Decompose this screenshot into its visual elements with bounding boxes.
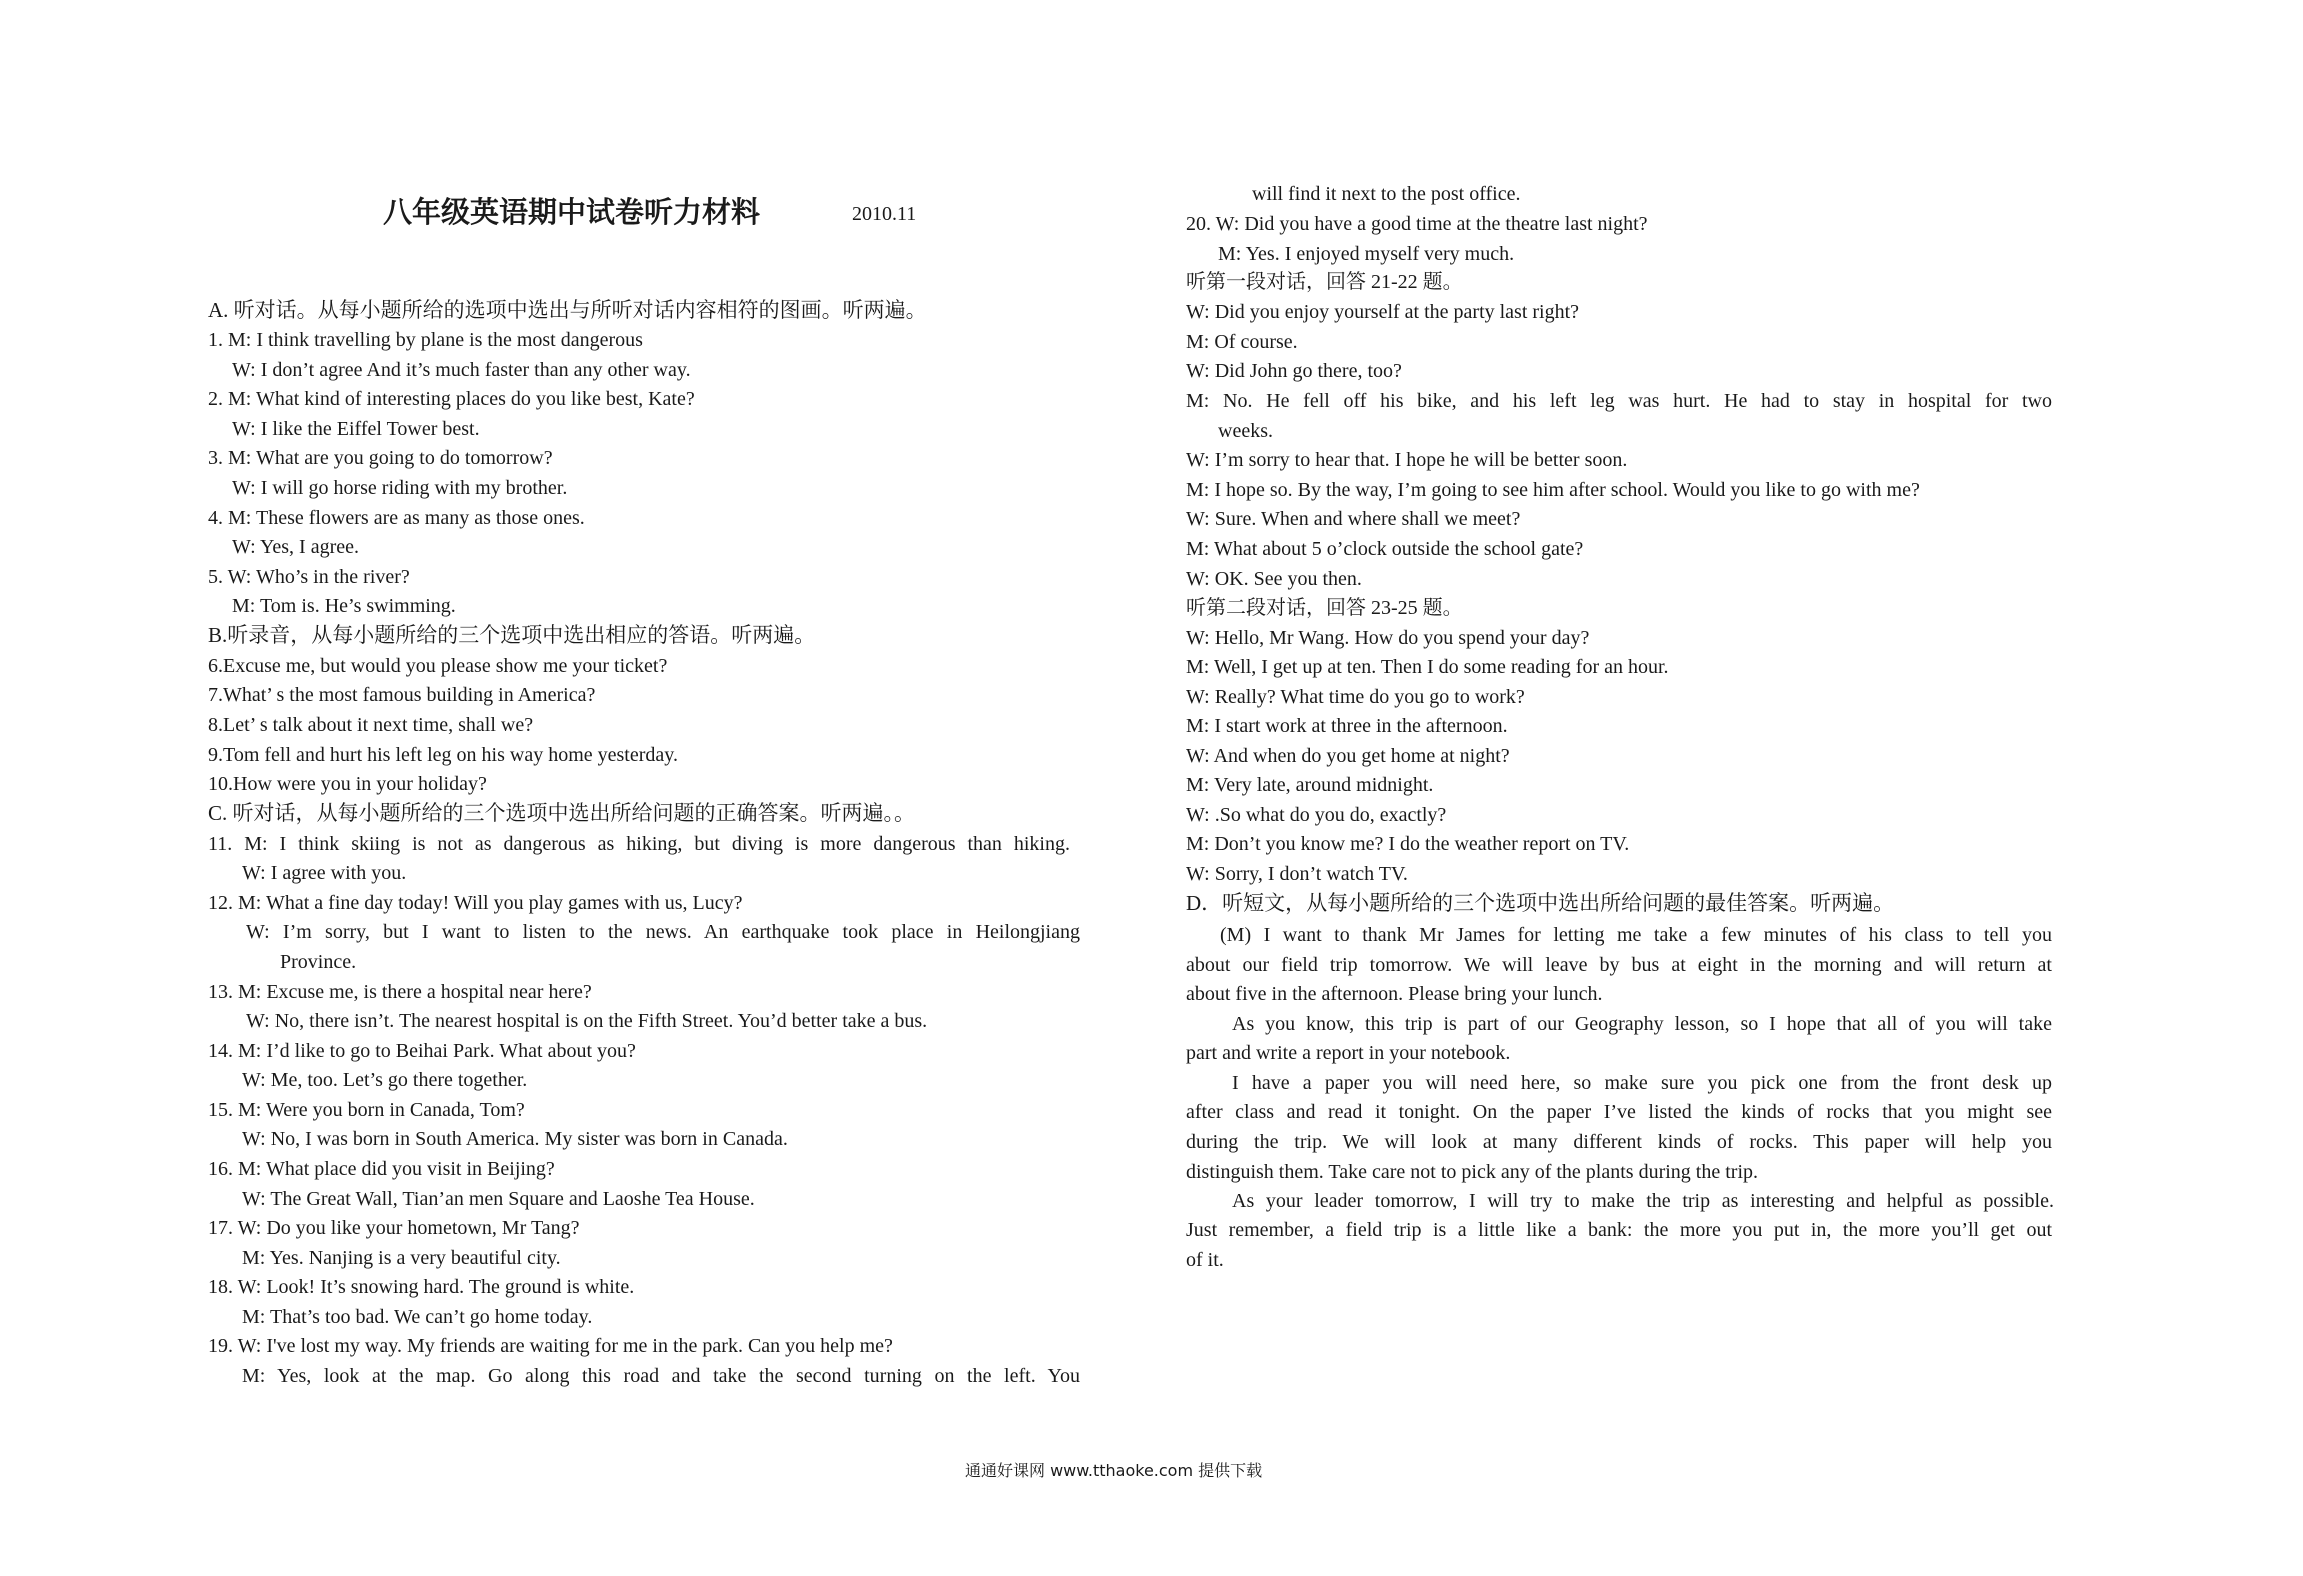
text-line: M: Well, I get up at ten. Then I do some reading for an hour. [1186,656,1669,678]
text-line: of it. [1186,1249,1224,1271]
text-line: W: Hello, Mr Wang. How do you spend your day? [1186,627,1590,649]
text-line: M: Very late, around midnight. [1186,774,1434,796]
text-line: M: I start work at three in the afternoon. [1186,715,1508,737]
text-line: 7.What’ s the most famous building in America? [208,684,596,706]
text-line: 6.Excuse me, but would you please show me your ticket? [208,655,668,677]
text-line: W: I’m sorry, but I want to listen to the news. An earthquake took place in Heilongjiang [246,921,1080,943]
text-line: 8.Let’ s talk about it next time, shall we? [208,714,534,736]
text-line: W: I agree with you. [242,862,407,884]
text-line: W: Really? What time do you go to work? [1186,686,1525,708]
text-line: 11. M: I think skiing is not as dangerous as hiking, but diving is more dangerous than hiking. [208,833,1070,855]
text-line: (M) I want to thank Mr James for letting me take a few minutes of his class to tell you [1220,924,2052,946]
text-line: 5. W: Who’s in the river? [208,566,410,588]
text-line: W: .So what do you do, exactly? [1186,804,1447,826]
text-line: 19. W: I've lost my way. My friends are waiting for me in the park. Can you help me? [208,1335,893,1357]
text-line: 1. M: I think travelling by plane is the most dangerous [208,329,643,351]
text-line: about five in the afternoon. Please bring your lunch. [1186,983,1603,1005]
text-line: 17. W: Do you like your hometown, Mr Tang? [208,1217,580,1239]
text-line: M: Don’t you know me? I do the weather report on TV. [1186,833,1630,855]
text-line: 20. W: Did you have a good time at the theatre last night? [1186,213,1648,235]
text-line: 16. M: What place did you visit in Beijing? [208,1158,555,1180]
text-line: M: Yes. Nanjing is a very beautiful city. [242,1247,561,1269]
text-line: W: I will go horse riding with my brother. [232,477,568,499]
text-line: M: What about 5 o’clock outside the school gate? [1186,538,1584,560]
text-line: W: Did John go there, too? [1186,360,1402,382]
text-line: C. 听对话，从每小题所给的三个选项中选出所给问题的正确答案。听两遍。。 [208,801,916,825]
text-line: W: I’m sorry to hear that. I hope he will be better soon. [1186,449,1628,471]
text-line: W: The Great Wall, Tian’an men Square and Laoshe Tea House. [242,1188,755,1210]
text-line: M: Tom is. He’s swimming. [232,595,456,617]
text-line: part and write a report in your notebook. [1186,1042,1511,1064]
text-line: I have a paper you will need here, so make sure you pick one from the front desk up [1232,1072,2052,1094]
text-line: W: Yes, I agree. [232,536,360,558]
text-line: about our field trip tomorrow. We will leave by bus at eight in the morning and will return at [1186,954,2052,976]
text-line: W: And when do you get home at night? [1186,745,1510,767]
text-line: B.听录音，从每小题所给的三个选项中选出相应的答语。听两遍。 [208,623,816,647]
text-line: Just remember, a field trip is a little like a bank: the more you put in, the more you’ll get out [1186,1219,2052,1241]
text-line: M: No. He fell off his bike, and his left leg was hurt. He had to stay in hospital for two [1186,390,2052,412]
text-line: W: Did you enjoy yourself at the party last right? [1186,301,1580,323]
text-line: 12. M: What a fine day today! Will you play games with us, Lucy? [208,892,743,914]
text-line: 14. M: I’d like to go to Beihai Park. What about you? [208,1040,636,1062]
text-line: 3. M: What are you going to do tomorrow? [208,447,553,469]
text-line: M: I hope so. By the way, I’m going to see him after school. Would you like to go with me? [1186,479,1920,501]
text-line: during the trip. We will look at many different kinds of rocks. This paper will help you [1186,1131,2052,1153]
page-title: 八年级英语期中试卷听力材料 [383,195,761,229]
text-line: weeks. [1218,420,1273,442]
text-line: M: Yes. I enjoyed myself very much. [1218,243,1515,265]
text-line: 15. M: Were you born in Canada, Tom? [208,1099,525,1121]
text-line: 13. M: Excuse me, is there a hospital near here? [208,981,592,1003]
text-line: W: Sorry, I don’t watch TV. [1186,863,1408,885]
text-line: 听第二段对话，回答 23-25 题。 [1186,597,1463,619]
text-line: 9.Tom fell and hurt his left leg on his way home yesterday. [208,744,678,766]
text-line: W: I don’t agree And it’s much faster than any other way. [232,359,691,381]
text-line: As you know, this trip is part of our Geography lesson, so I hope that all of you will take [1232,1013,2052,1035]
text-line: W: Sure. When and where shall we meet? [1186,508,1521,530]
text-line: W: OK. See you then. [1186,568,1362,590]
text-line: M: That’s too bad. We can’t go home today. [242,1306,593,1328]
text-line: 2. M: What kind of interesting places do you like best, Kate? [208,388,695,410]
text-line: W: Me, too. Let’s go there together. [242,1069,528,1091]
text-line: will find it next to the post office. [1252,183,1521,205]
text-line: D．听短文，从每小题所给的三个选项中选出所给问题的最佳答案。听两遍。 [1186,891,1895,915]
text-line: M: Of course. [1186,331,1298,353]
text-line: 听第一段对话，回答 21-22 题。 [1186,271,1463,293]
text-line: Province. [280,951,357,973]
text-line: A. 听对话。从每小题所给的选项中选出与所听对话内容相符的图画。听两遍。 [208,298,927,322]
text-line: W: I like the Eiffel Tower best. [232,418,480,440]
text-line: As your leader tomorrow, I will try to make the trip as interesting and helpful as possible. [1232,1190,2054,1212]
text-line: W: No, I was born in South America. My sister was born in Canada. [242,1128,788,1150]
text-line: distinguish them. Take care not to pick any of the plants during the trip. [1186,1161,1759,1183]
text-line: W: No, there isn’t. The nearest hospital is on the Fifth Street. You’d better take a bus. [246,1010,928,1032]
text-line: 4. M: These flowers are as many as those ones. [208,507,585,529]
footer-source: 通通好课网 www.tthaoke.com 提供下载 [965,1461,1263,1480]
text-line: after class and read it tonight. On the paper I’ve listed the kinds of rocks that you might see [1186,1101,2052,1123]
text-line: 10.How were you in your holiday? [208,773,487,795]
exam-date: 2010.11 [852,203,917,225]
text-line: 18. W: Look! It’s snowing hard. The ground is white. [208,1276,635,1298]
text-line: M: Yes, look at the map. Go along this road and take the second turning on the left. You [242,1365,1080,1387]
